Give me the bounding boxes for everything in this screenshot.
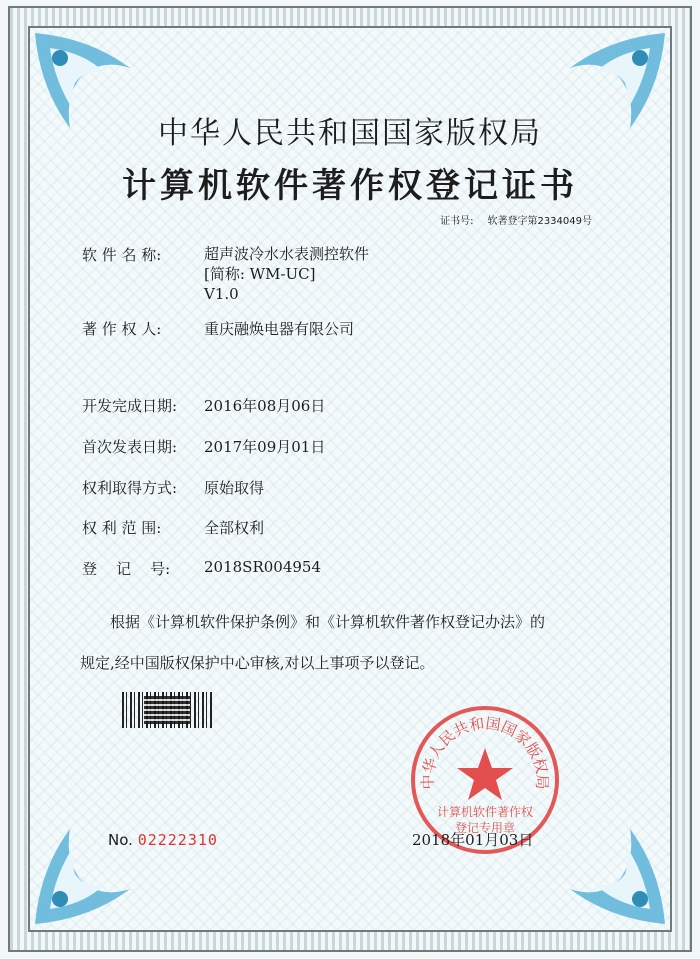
serial-number <box>108 831 218 849</box>
body-text-line1: 根据《计算机软件保护条例》和《计算机软件著作权登记办法》的 <box>110 613 546 631</box>
corner-ornament-icon <box>550 809 670 929</box>
qr-code <box>144 696 190 724</box>
scope-row <box>82 517 264 538</box>
pub-date-row <box>82 436 325 457</box>
acquisition-value: 原始取得 <box>204 479 265 497</box>
cert-no-value: 软著登字第2334049号 <box>487 216 592 227</box>
software-name-label: 软 件 名 称: <box>82 246 162 264</box>
serial-label: No. <box>108 831 133 849</box>
dev-date-label: 开发完成日期: <box>82 397 178 415</box>
registration-row <box>82 558 321 579</box>
owner-value: 重庆融焕电器有限公司 <box>204 320 355 338</box>
issue-date: 2018年01月03日 <box>412 831 534 849</box>
software-name-row <box>82 244 369 304</box>
svg-text:计算机软件著作权: 计算机软件著作权 <box>436 805 534 819</box>
cert-no-label: 证书号: <box>440 216 474 227</box>
issuer-title: 中华人民共和国国家版权局 <box>158 116 542 151</box>
registration-label: 登 记 号: <box>82 560 171 578</box>
body-text-line2: 规定,经中国版权保护中心审核,对以上事项予以登记。 <box>80 654 435 672</box>
software-version: V1.0 <box>204 285 239 303</box>
certificate-number <box>440 212 592 227</box>
dev-date-row <box>82 395 325 416</box>
software-abbr: [简称: WM-UC] <box>204 265 316 283</box>
owner-row <box>82 318 354 339</box>
registration-value: 2018SR004954 <box>204 558 322 576</box>
svg-text:中华人民共和国国家版权局: 中华人民共和国国家版权局 <box>418 714 552 790</box>
acquisition-label: 权利取得方式: <box>82 479 178 497</box>
pub-date-label: 首次发表日期: <box>82 438 178 456</box>
scope-value: 全部权利 <box>204 519 265 537</box>
corner-ornament-icon <box>30 809 150 929</box>
scope-label: 权 利 范 围: <box>82 519 162 537</box>
software-name: 超声波冷水水表测控软件 <box>204 245 370 263</box>
certificate-title: 计算机软件著作权登记证书 <box>122 166 578 206</box>
pub-date-value: 2017年09月01日 <box>204 438 326 456</box>
dev-date-value: 2016年08月06日 <box>204 397 326 415</box>
owner-label: 著 作 权 人: <box>82 320 162 338</box>
star-icon <box>457 748 513 800</box>
serial-value: 02222310 <box>137 831 218 849</box>
svg-text:登记专用章: 登记专用章 <box>454 821 516 835</box>
barcode <box>122 692 212 728</box>
acquisition-row <box>82 477 264 498</box>
